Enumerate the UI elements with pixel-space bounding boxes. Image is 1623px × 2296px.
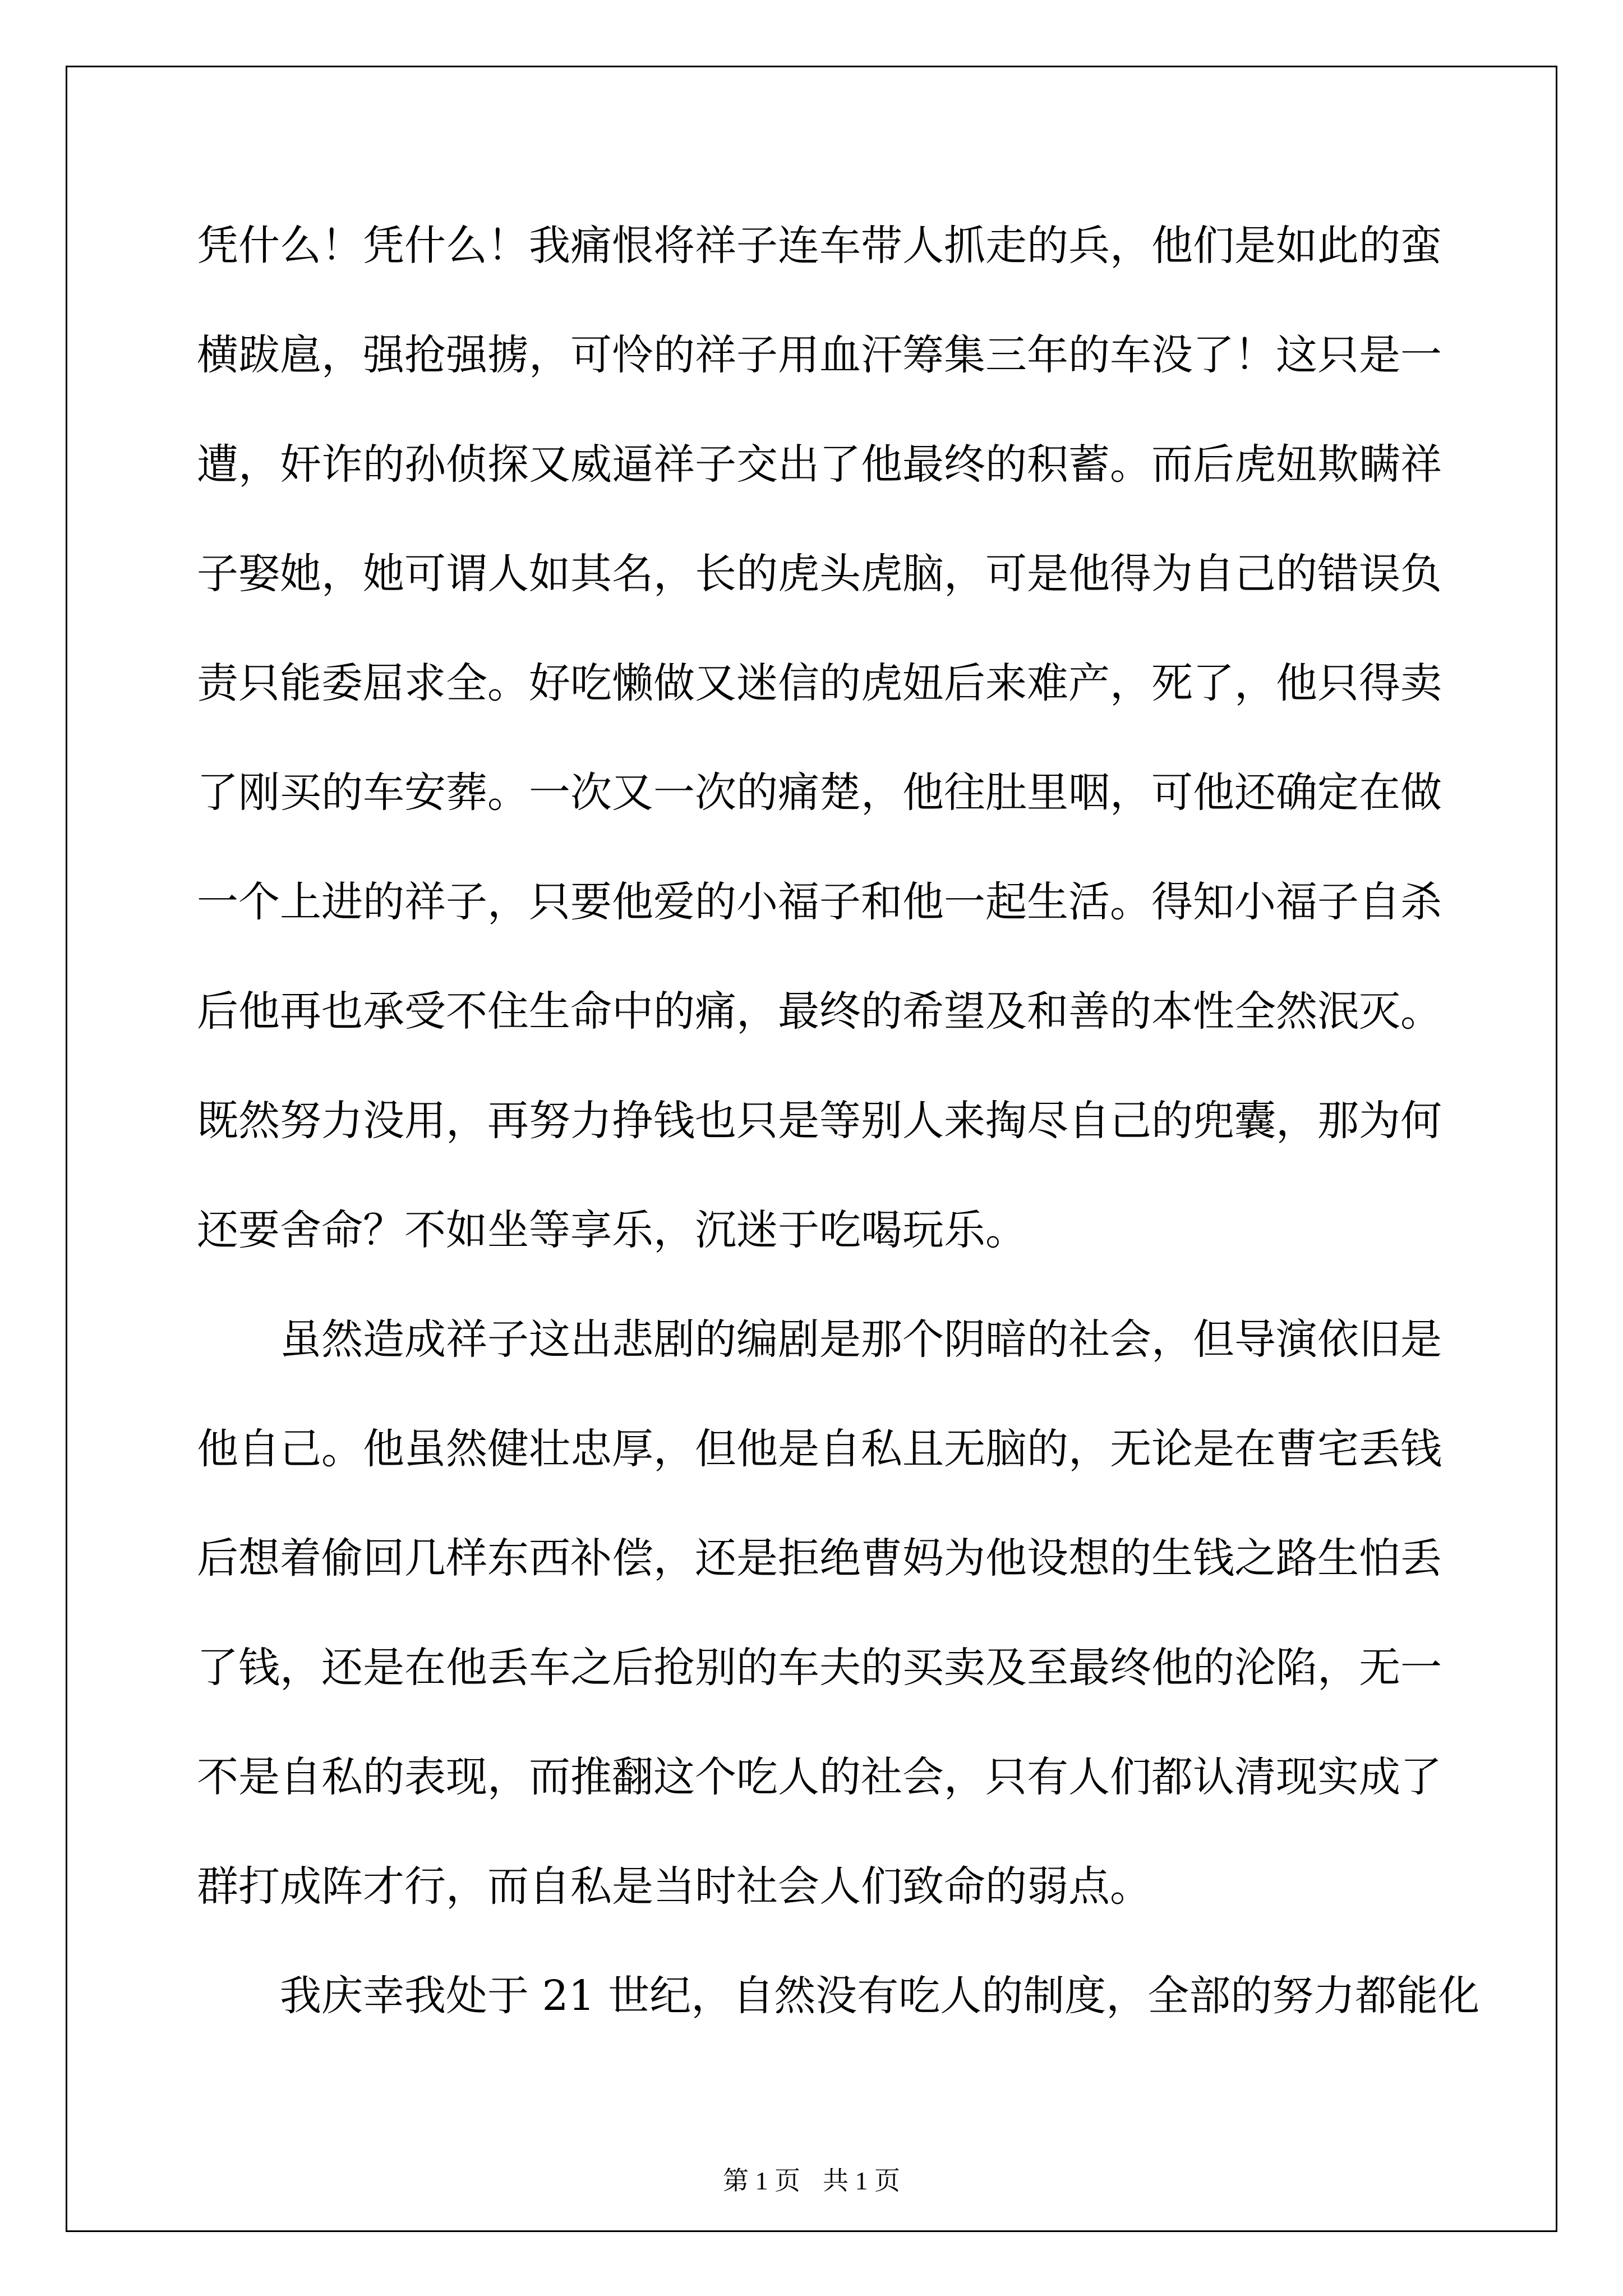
page-total: 共 1 页 — [823, 2166, 900, 2195]
page-footer — [0, 2164, 1623, 2198]
text-line: 横跋扈，强抢强掳，可怜的祥子用血汗筹集三年的车没了！这只是一 — [197, 331, 1442, 379]
text-line: 一个上进的祥子，只要他爱的小福子和他一起生活。得知小福子自杀 — [197, 878, 1442, 926]
text-line: 遭，奸诈的孙侦探又威逼祥子交出了他最终的积蓄。而后虎妞欺瞒祥 — [197, 440, 1442, 489]
text-line: 虽然造成祥子这出悲剧的编剧是那个阴暗的社会，但导演依旧是 — [280, 1315, 1442, 1364]
text-line: 群打成阵才行，而自私是当时社会人们致命的弱点。 — [197, 1862, 1151, 1911]
text-line: 不是自私的表现，而推翻这个吃人的社会，只有人们都认清现实成了 — [197, 1753, 1442, 1801]
text-line: 责只能委屈求全。好吃懒做又迷信的虎妞后来难产，死了，他只得卖 — [197, 659, 1442, 707]
text-line: 后想着偷回几样东西补偿，还是拒绝曹妈为他设想的生钱之路生怕丢 — [197, 1534, 1442, 1582]
text-line: 还要舍命？不如坐等享乐，沉迷于吃喝玩乐。 — [197, 1206, 1027, 1254]
text-line: 后他再也承受不住生命中的痛，最终的希望及和善的本性全然泯灭。 — [197, 987, 1442, 1036]
document-body — [197, 191, 1480, 2051]
text-line: 我庆幸我处于 21 世纪，自然没有吃人的制度，全部的努力都能化 — [280, 1972, 1480, 2020]
text-line: 凭什么！凭什么！我痛恨将祥子连车带人抓走的兵，他们是如此的蛮 — [197, 222, 1442, 270]
text-line: 了钱，还是在他丢车之后抢别的车夫的买卖及至最终他的沦陷，无一 — [197, 1644, 1442, 1692]
text-line: 既然努力没用，再努力挣钱也只是等别人来掏尽自己的兜囊，那为何 — [197, 1097, 1442, 1145]
text-line: 了刚买的车安葬。一次又一次的痛楚，他往肚里咽，可他还确定在做 — [197, 769, 1442, 817]
text-line: 子娶她，她可谓人如其名，长的虎头虎脑，可是他得为自己的错误负 — [197, 550, 1442, 598]
page-number: 第 1 页 — [723, 2166, 800, 2195]
text-line: 他自己。他虽然健壮忠厚，但他是自私且无脑的，无论是在曹宅丢钱 — [197, 1425, 1442, 1473]
